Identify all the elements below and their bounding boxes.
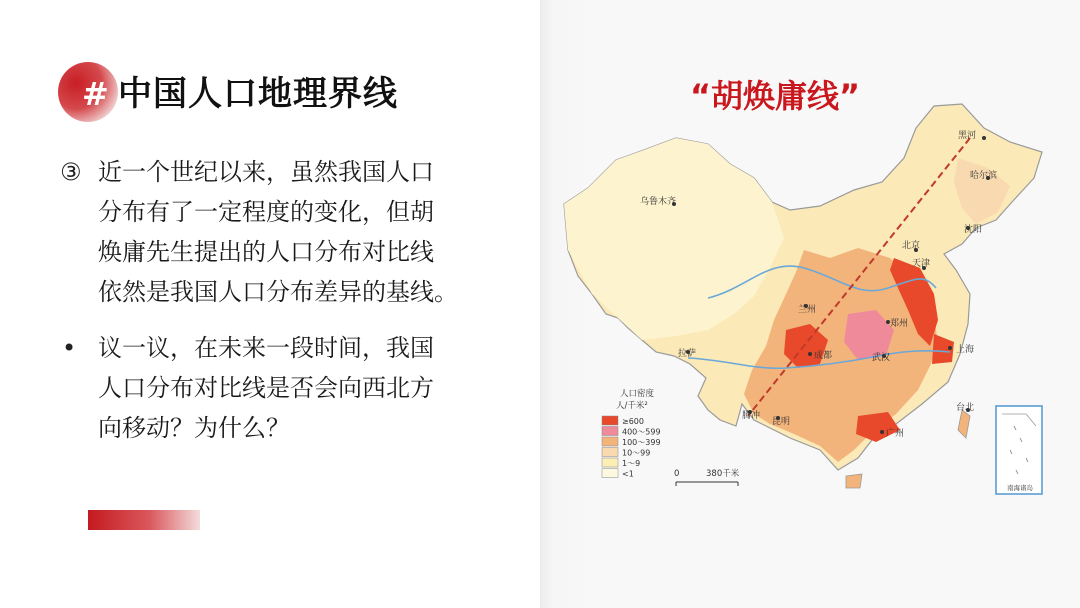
city-label: 广州 (886, 429, 905, 439)
question-line: 向移动？为什么？ (98, 414, 290, 442)
city-label: 天津 (912, 259, 931, 269)
city-label: 上海 (956, 345, 975, 355)
point-line: 近一个世纪以来，虽然我国人口 (98, 158, 434, 186)
city-label: 成都 (814, 351, 833, 361)
scale-bar (674, 468, 740, 486)
city-label: 北京 (902, 241, 921, 251)
point-number: ③ (60, 158, 82, 186)
legend-swatch (602, 416, 618, 425)
city-label: 腾冲 (742, 411, 761, 421)
population-density-map (558, 98, 1048, 498)
city-label: 黑河 (958, 131, 977, 141)
city-label: 乌鲁木齐 (640, 197, 677, 207)
question-text (98, 328, 490, 448)
scale-distance: 380千米 (706, 469, 740, 479)
question-line: 人口分布对比线是否会向西北方 (98, 374, 434, 402)
legend-label: 400～599 (622, 427, 661, 437)
slide-title: 中国人口地理界线 (118, 74, 398, 114)
question-bullet: • (62, 334, 77, 362)
legend-swatch (602, 427, 618, 436)
legend-label: 1～9 (622, 459, 641, 468)
city-label: 拉萨 (678, 349, 697, 359)
hash-icon: # (82, 75, 109, 113)
inset-label: 南海诸岛 (1007, 484, 1033, 492)
legend-title: 人口密度 (620, 389, 655, 399)
city-label: 沈阳 (964, 225, 983, 235)
scale-zero: 0 (674, 469, 680, 479)
legend-unit: 人/千米² (616, 401, 648, 411)
decorative-bar (88, 510, 200, 530)
legend-label: ≥600 (622, 417, 644, 426)
hainan-island (846, 474, 862, 488)
legend-swatch (602, 437, 618, 446)
south-sea-inset (996, 406, 1042, 494)
question-line: 议一议，在未来一段时间，我国 (98, 334, 434, 362)
city-label: 郑州 (890, 319, 909, 329)
point-line: 分布有了一定程度的变化，但胡 (98, 198, 434, 226)
map-title: “胡焕庸线” (689, 77, 861, 115)
city-label: 兰州 (798, 305, 817, 315)
city-label: 武汉 (872, 353, 891, 363)
taiwan-island (958, 410, 970, 438)
point-line: 依然是我国人口分布差异的基线。 (98, 278, 458, 306)
legend-swatch (602, 448, 618, 457)
legend-swatch (602, 458, 618, 467)
city-label: 台北 (956, 403, 975, 413)
legend-label: 10～99 (622, 448, 651, 458)
city-label: 哈尔滨 (970, 171, 998, 181)
legend-label: <1 (622, 469, 634, 479)
legend-swatch (602, 469, 618, 478)
point-text (98, 152, 490, 312)
legend-label: 100～399 (622, 438, 661, 447)
legend (602, 388, 661, 479)
point-line: 焕庸先生提出的人口分布对比线 (98, 238, 434, 266)
city-label: 昆明 (772, 417, 791, 427)
